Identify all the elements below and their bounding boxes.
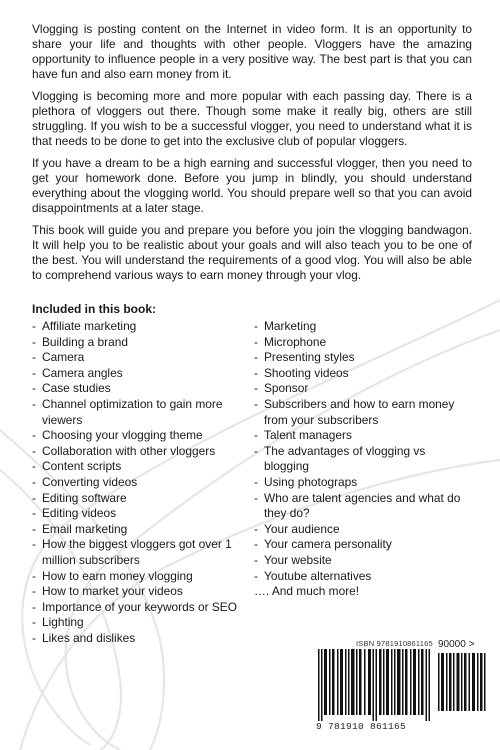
list-item: [32, 444, 254, 460]
list-item: [32, 459, 254, 475]
list-item: [254, 537, 472, 553]
list-item-text: Editing videos: [42, 506, 117, 521]
list-item: [254, 491, 472, 522]
list-item-text: Case studies: [42, 381, 111, 396]
list-item-text: Channel optimization to gain more viewers: [42, 396, 223, 427]
list-item-text: Importance of your keywords or SEO: [42, 599, 237, 614]
bullet-dash: -: [254, 474, 258, 489]
isbn-label: ISBN 9781910861165: [356, 639, 433, 648]
list-item-text: How to market your videos: [42, 584, 183, 599]
list-item: [32, 491, 254, 507]
back-cover-text: [32, 22, 472, 646]
paragraph-guide: This book will guide you and prepare you before you join the vlogging bandwagon. It will help you to be realistic about your goals and will also teach you to be one of the best. You will understand the requirements of a good vlog. You will also be able to comprehend various ways to earn money through your vlog.: [32, 223, 472, 282]
list-item-text: Using photograps: [264, 474, 358, 489]
bullet-dash: -: [254, 443, 258, 458]
bullet-dash: -: [32, 428, 36, 443]
bullet-dash: -: [254, 537, 258, 552]
list-item-text: Lighting: [42, 615, 84, 630]
list-item-text: Sponsor: [264, 381, 309, 396]
list-item: [254, 475, 472, 491]
list-item-text: How the biggest vloggers got over 1 million subscribers: [42, 537, 232, 567]
list-item: [254, 350, 472, 366]
list-item-text: Marketing: [264, 319, 317, 333]
included-heading: Included in this book:: [32, 302, 156, 316]
bullet-dash: -: [32, 443, 36, 458]
bullet-dash: -: [32, 615, 36, 630]
paragraph-intro: Vlogging is posting content on the Internet in video form. It is an opportunity to share your life and thoughts with other people. Vloggers have the amazing opportunity to influence people in a very positive way. The best part is that you can have fun and also earn money from it.: [32, 22, 472, 81]
list-item-text: Subscribers and how to earn money from your subscribers: [264, 396, 455, 427]
paragraph-homework: If you have a dream to be a high earning and successful vlogger, then you need to get your homework done. Before you jump in blindly, you should understand everything about the vlogging world. You should prepare well so that you can avoid disappointments at a later stage.: [32, 156, 472, 215]
bullet-dash: -: [32, 334, 36, 349]
list-item: [32, 569, 254, 585]
list-item: [32, 615, 254, 631]
list-item: [32, 335, 254, 351]
bullet-dash: -: [254, 334, 258, 349]
list-item: [32, 600, 254, 616]
list-item-text: Camera angles: [42, 365, 123, 380]
paragraph-popularity: Vlogging is becoming more and more popular with each passing day. There is a plethora of vloggers out there. Though some make it really big, others are still struggling. If you wish to be a successful vlogger, you need to understand what it is that needs to be done to get into the exclusive club of popular vloggers.: [32, 89, 472, 148]
bullet-dash: -: [254, 350, 258, 365]
bullet-dash: -: [32, 521, 36, 536]
list-item-text: Youtube alternatives: [264, 568, 372, 583]
list-item-text: Talent managers: [264, 428, 352, 443]
list-item-text: Shooting videos: [264, 365, 349, 380]
bullet-dash: -: [32, 584, 36, 599]
list-item: [32, 522, 254, 538]
bullet-dash: -: [32, 599, 36, 614]
list-item-text: Choosing your vlogging theme: [42, 428, 203, 443]
list-item: [32, 319, 254, 335]
list-item-text: Content scripts: [42, 459, 122, 474]
bullet-dash: -: [32, 506, 36, 521]
bullet-dash: -: [254, 521, 258, 536]
bullet-dash: -: [32, 474, 36, 489]
topics-column-left: [32, 319, 254, 646]
price-code: 90000 >: [438, 639, 475, 650]
topics-list: [32, 319, 472, 646]
list-item-text: Presenting styles: [264, 350, 355, 365]
list-item: [254, 522, 472, 538]
barcode-bars: [318, 649, 430, 721]
list-item-text: Affiliate marketing: [42, 319, 137, 333]
list-item: [32, 428, 254, 444]
list-item: [254, 381, 472, 397]
list-item: [254, 444, 472, 475]
bullet-dash: -: [254, 319, 258, 333]
bullet-dash: -: [32, 490, 36, 505]
list-item-text: Your camera personality: [264, 537, 392, 552]
list-item-text: Your audience: [264, 521, 340, 536]
bullet-dash: -: [32, 381, 36, 396]
list-item-text: Microphone: [264, 334, 327, 349]
bullet-dash: -: [32, 365, 36, 380]
list-item: [254, 319, 472, 335]
list-item-text: The advantages of vlogging vs blogging: [264, 443, 426, 474]
list-item: [254, 366, 472, 382]
topics-column-right: [254, 319, 472, 646]
closing-line: …. And much more!: [254, 584, 360, 599]
list-item: [254, 569, 472, 585]
bullet-dash: -: [32, 630, 36, 645]
list-item: [32, 537, 254, 568]
list-item-text: Building a brand: [42, 334, 128, 349]
list-item-text: Email marketing: [42, 521, 128, 536]
bullet-dash: -: [254, 428, 258, 443]
list-item: [254, 428, 472, 444]
list-item: [32, 381, 254, 397]
bullet-dash: -: [32, 319, 36, 333]
list-item: [32, 584, 254, 600]
addon-barcode-bars: [438, 653, 486, 711]
list-item: [32, 366, 254, 382]
list-item-text: Your website: [264, 552, 332, 567]
list-item: [254, 553, 472, 569]
list-item: [254, 335, 472, 351]
list-item-text: Camera: [42, 350, 85, 365]
list-item: [32, 475, 254, 491]
list-item-text: Converting videos: [42, 474, 138, 489]
bullet-dash: -: [32, 537, 36, 552]
isbn-digits: 9 781910 861165: [316, 721, 407, 732]
list-item: [32, 397, 254, 428]
bullet-dash: -: [32, 568, 36, 583]
bullet-dash: -: [254, 381, 258, 396]
bullet-dash: -: [254, 490, 258, 505]
bullet-dash: -: [254, 552, 258, 567]
list-item: [32, 350, 254, 366]
list-item: [254, 397, 472, 428]
list-item-text: How to earn money vlogging: [42, 568, 193, 583]
bullet-dash: -: [32, 396, 36, 411]
bullet-dash: -: [254, 396, 258, 411]
list-item-text: Likes and dislikes: [42, 630, 136, 645]
list-item: [32, 631, 254, 647]
bullet-dash: -: [32, 459, 36, 474]
list-item-text: Collaboration with other vloggers: [42, 443, 216, 458]
isbn-barcode: [312, 639, 492, 737]
bullet-dash: -: [254, 568, 258, 583]
bullet-dash: -: [32, 350, 36, 365]
list-item: [32, 506, 254, 522]
list-item-text: Who are talent agencies and what do they do?: [264, 490, 461, 521]
bullet-dash: -: [254, 365, 258, 380]
list-item-text: Editing software: [42, 490, 127, 505]
